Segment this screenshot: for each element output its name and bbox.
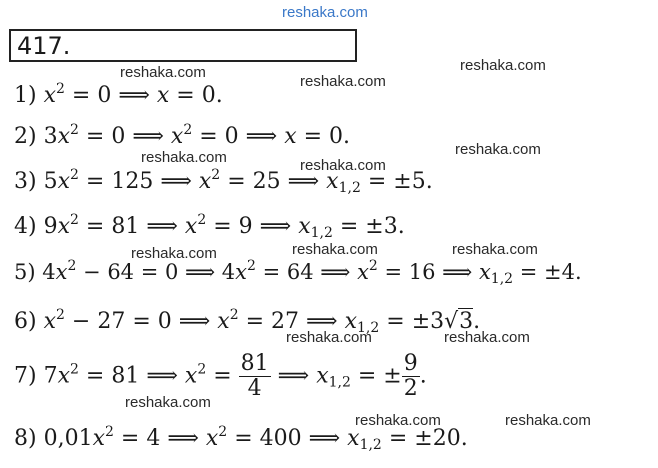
equation-index: 1) [14,83,37,108]
equation-index: 5) [14,260,36,284]
problem-number: 417. [17,32,71,60]
watermark: reshaka.com [444,329,530,346]
watermark: reshaka.com [300,157,386,174]
equation-index: 8) [14,426,37,451]
equation-index: 6) [14,309,37,334]
equation-7: 7) $7x^2 = 81$ ⟹ $x^2$ = $\frac{81}{4}$ ⟹ $x_{1,2}$ = ± $\frac{9}{2}$ . [14,351,427,402]
watermark: reshaka.com [120,64,206,81]
equation-6: 6) $x^2 - 27 = 0$ ⟹ $x^2 = 27$ ⟹ $x_{1,2} = \pm 3√3$. [14,307,481,336]
fraction: $\frac{9}{2}$ [403,351,418,402]
watermark: reshaka.com [286,329,372,346]
watermark: reshaka.com [355,412,441,429]
equation-index: 2) [14,124,37,149]
equation-index: 7) [14,363,37,389]
equation-5: 5) $4x^2 - 64 = 0$ ⟹ $4x^2 = 64$ ⟹ $x^2 = 16$ ⟹ $x_{1,2} = \pm 4$. [14,258,582,287]
watermark: reshaka.com [292,241,378,258]
equation-2: 2) $3x^2 = 0$ ⟹ $x^2 = 0$ ⟹ x = 0. [14,122,351,149]
equation-3: 3) $5x^2 = 125$ ⟹ $x^2 = 25$ ⟹ $x_{1,2} = \pm 5$. [14,167,433,196]
watermark: reshaka.com [125,394,211,411]
equation-1: 1) $x^2 = 0$ ⟹ x = 0. [14,81,223,108]
watermark: reshaka.com [141,149,227,166]
equation-index: 3) [14,169,37,194]
equation-index: 4) [14,214,37,239]
watermark-top[interactable]: reshaka.com [282,4,368,21]
watermark: reshaka.com [452,241,538,258]
fraction: $\frac{81}{4}$ [240,351,269,402]
watermark: reshaka.com [455,141,541,158]
watermark: reshaka.com [460,57,546,74]
equation-4: 4) $9x^2 = 81$ ⟹ $x^2 = 9$ ⟹ $x_{1,2} = \pm 3$. [14,212,405,241]
watermark: reshaka.com [505,412,591,429]
watermark: reshaka.com [131,245,217,262]
watermark: reshaka.com [300,73,386,90]
problem-number-box [9,29,357,62]
equation-8: 8) $0,01x^2 = 4$ ⟹ $x^2 = 400$ ⟹ $x_{1,2} = \pm 20$. [14,424,468,453]
